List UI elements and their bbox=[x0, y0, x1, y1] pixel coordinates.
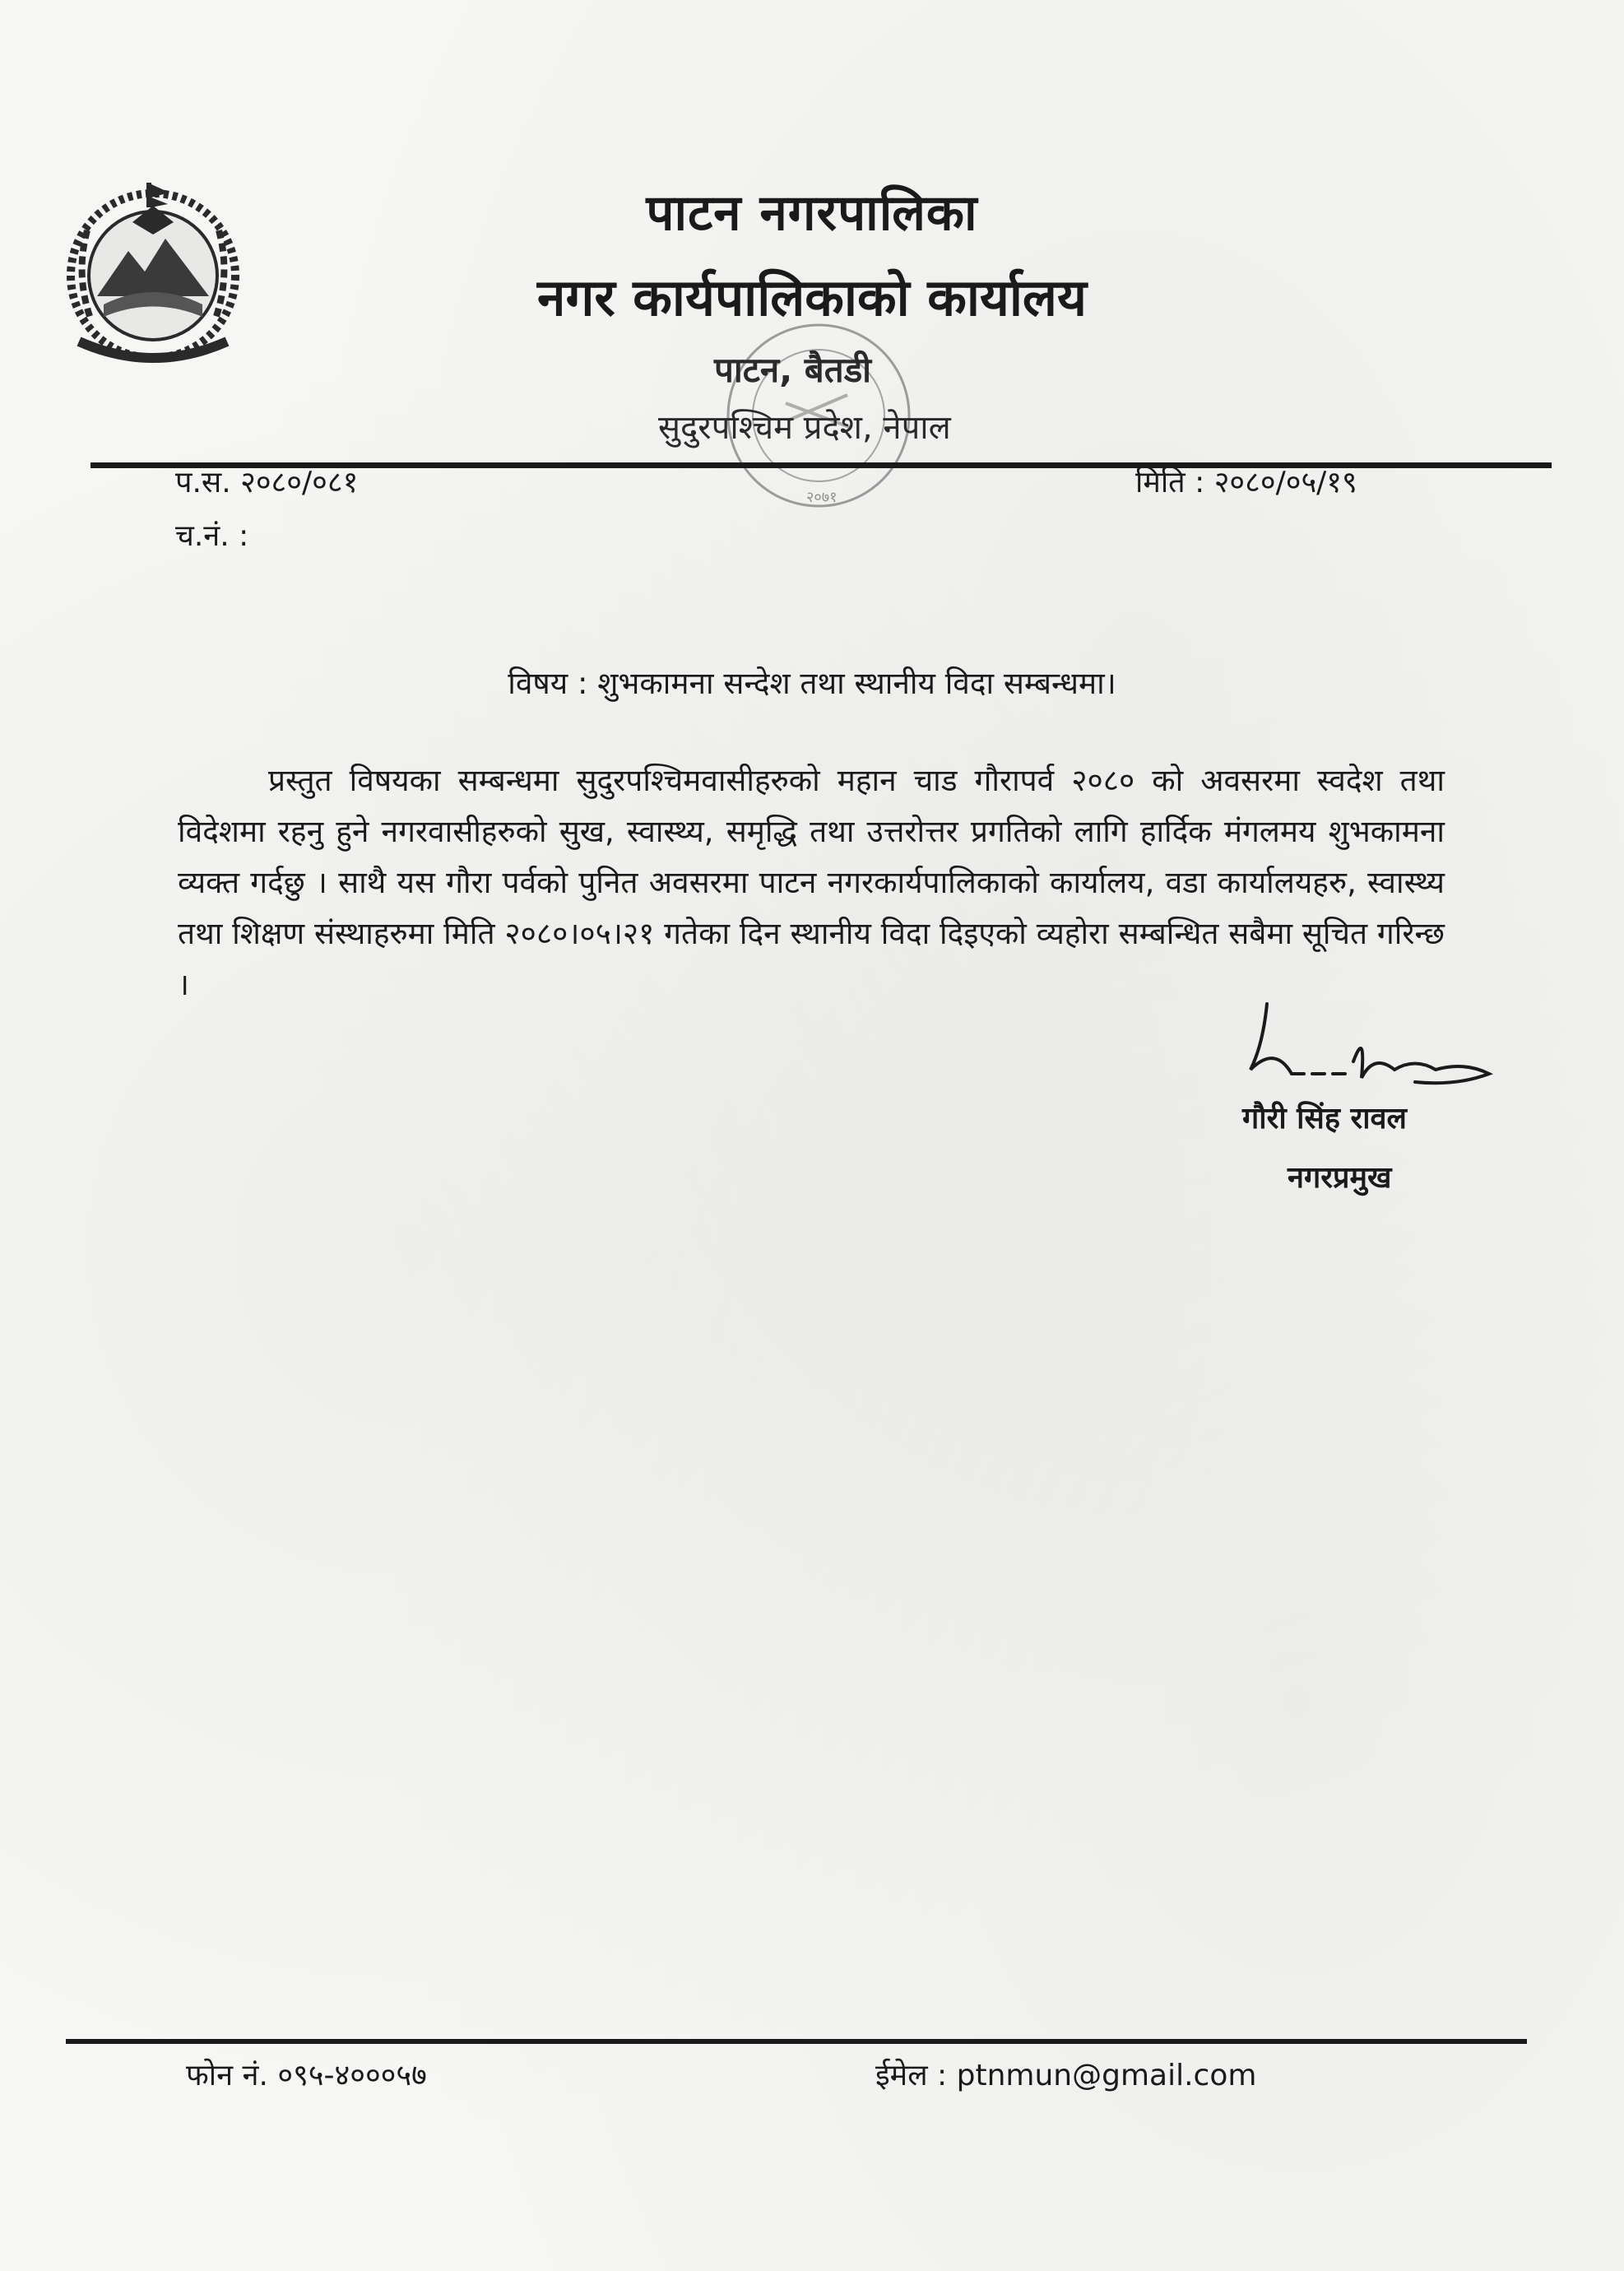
municipality-name: पाटन नगरपालिका bbox=[646, 184, 978, 242]
letter-body: प्रस्तुत विषयका सम्बन्धमा सुदुरपश्चिमवासीहरुको महान चाड गौरापर्व २०८० को अवसरमा स्वदेश तथा विदेशमा रहनु हुने नगरवासीहरुको सुख, स्वास्थ्य, समृद्धि तथा उत्तरोत्तर प्रगतिको लागि हार्दिक मंगलमय शुभकामना व्यक्त गर्दछु । साथै यस गौरा पर्वको पुनित अवसरमा पाटन नगरकार्यपालिकाको कार्यालय, वडा कार्यालयहरु, स्वास्थ्य तथा शिक्षण संस्थाहरुमा मिति २०८०।०५।२१ गतेका दिन स्थानीय विदा दिइएको व्यहोरा सम्बन्धित सबैमा सूचित गरिन्छ । bbox=[178, 763, 1445, 1002]
letter-date: मिति : २०८०/०५/१९ bbox=[1135, 466, 1357, 499]
signatory-designation: नगरप्रमुख bbox=[1288, 1161, 1392, 1195]
footer-email: ईमेल : ptnmun@gmail.com bbox=[875, 2059, 1257, 2092]
address-line-2: सुदुरपश्चिम प्रदेश, नेपाल bbox=[658, 409, 951, 447]
dispatch-number: च.नं. : bbox=[175, 519, 249, 553]
address-line-1: पाटन, बैतडी bbox=[714, 350, 872, 390]
handwritten-signature-icon bbox=[1218, 996, 1514, 1111]
signatory-name: गौरी सिंह रावल bbox=[1242, 1102, 1407, 1136]
fiscal-year-reference: प.स. २०८०/०८१ bbox=[175, 466, 359, 499]
footer-phone: फोन नं. ०९५-४०००५७ bbox=[186, 2059, 427, 2092]
footer-divider bbox=[66, 2039, 1527, 2044]
office-name: नगर कार्यपालिकाको कार्यालय bbox=[537, 267, 1087, 327]
svg-text:२०७१: २०७१ bbox=[806, 489, 838, 506]
letter-subject: विषय : शुभकामना सन्देश तथा स्थानीय विदा सम्बन्धमा। bbox=[508, 666, 1116, 701]
